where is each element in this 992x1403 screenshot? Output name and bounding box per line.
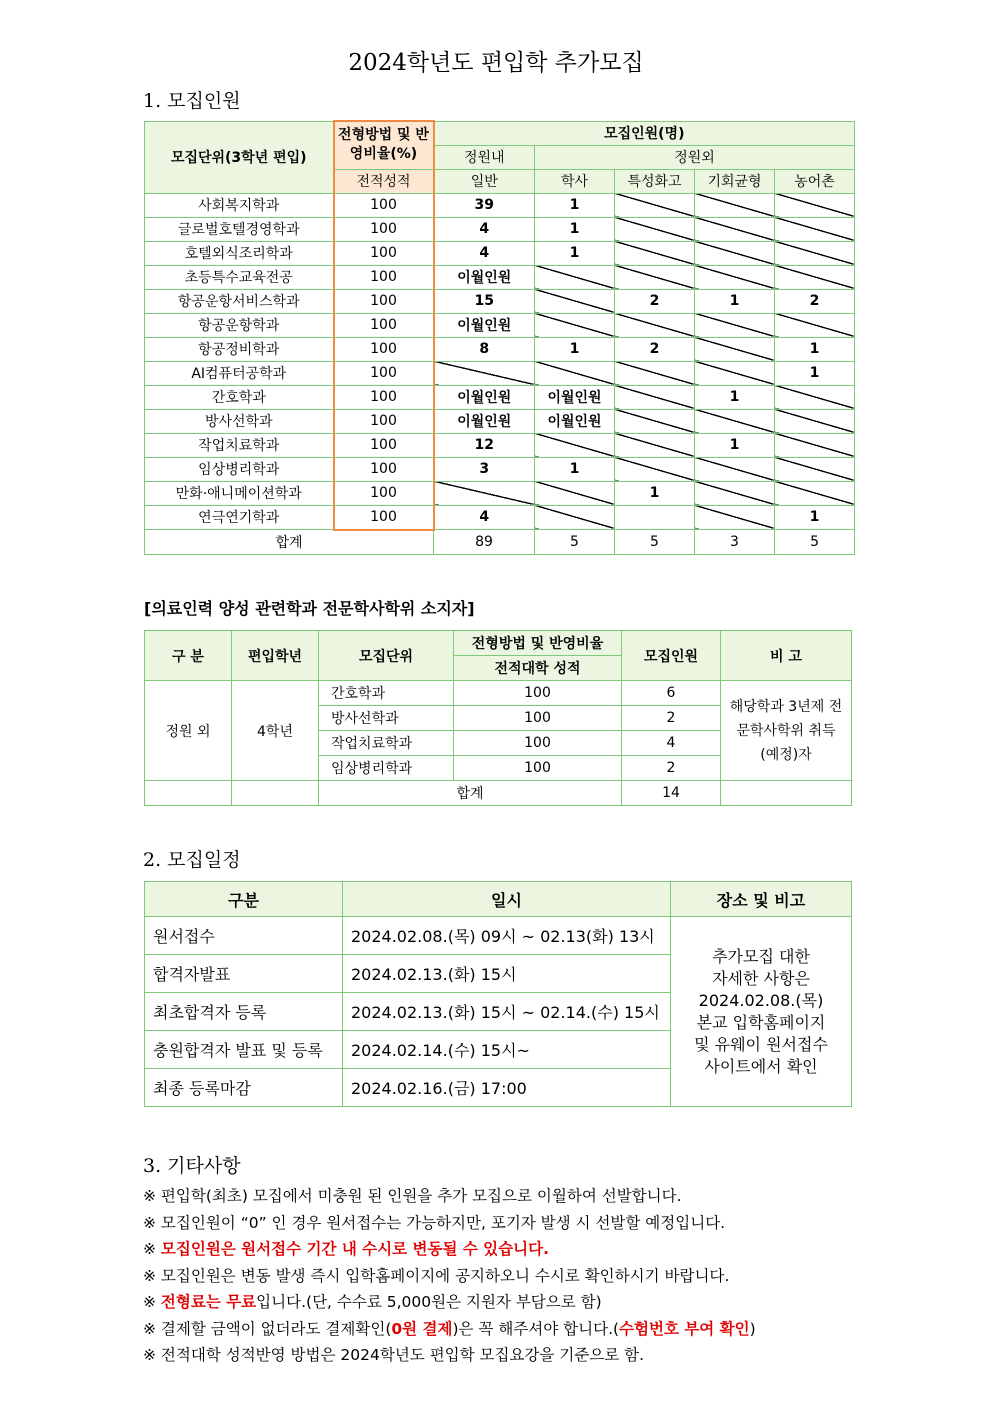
equal-empty-cell (695, 457, 775, 481)
special-cell: 2 (615, 337, 695, 361)
farm-empty-cell (775, 241, 855, 265)
score-cell: 100 (454, 681, 622, 706)
header-method: 전형방법 및 반영비율(%) (334, 121, 434, 169)
recruitment-table (144, 120, 855, 555)
general-cell: 4 (434, 217, 535, 241)
schedule-table (144, 881, 852, 1107)
farm-cell: 1 (775, 337, 855, 361)
total-count: 14 (622, 781, 721, 806)
note-item: ※ 모집인원은 변동 발생 즉시 입학홈페이지에 공지하오니 수시로 확인하시기 바랍니다. (143, 1266, 730, 1285)
schedule-date: 2024.02.14.(수) 15시~ (343, 1031, 671, 1069)
score-cell: 100 (334, 289, 434, 313)
special-empty-cell (615, 433, 695, 457)
general-cell: 39 (434, 193, 535, 217)
equal-empty-cell (695, 265, 775, 289)
table-row (145, 385, 855, 409)
dept-cell: 항공정비학과 (145, 337, 334, 361)
special-empty-cell (615, 361, 695, 385)
table-row (145, 265, 855, 289)
count-cell: 2 (622, 756, 721, 781)
unit-cell: 작업치료학과 (319, 731, 454, 756)
header-equal: 기회균형 (695, 169, 775, 193)
table-row (145, 409, 855, 433)
farm-cell: 1 (775, 361, 855, 385)
dept-cell: 방사선학과 (145, 409, 334, 433)
dept-cell: 임상병리학과 (145, 457, 334, 481)
bachelor-cell: 1 (535, 337, 615, 361)
equal-empty-cell (695, 505, 775, 530)
general-cell: 4 (434, 505, 535, 530)
header-count: 모집인원(명) (434, 121, 855, 145)
schedule-category: 최종 등록마감 (145, 1069, 343, 1107)
equal-empty-cell (695, 409, 775, 433)
table-row (145, 433, 855, 457)
bachelor-cell: 1 (535, 193, 615, 217)
dept-cell: 호텔외식조리학과 (145, 241, 334, 265)
total-general: 89 (434, 530, 535, 555)
score-cell: 100 (334, 361, 434, 385)
table-row (145, 193, 855, 217)
schedule-date: 2024.02.16.(금) 17:00 (343, 1069, 671, 1107)
medical-subtitle: [의료인력 양성 관련학과 전문학사학위 소지자] (144, 599, 475, 618)
total-bachelor: 5 (535, 530, 615, 555)
schedule-date: 2024.02.13.(화) 15시 (343, 955, 671, 993)
general-cell: 8 (434, 337, 535, 361)
header-special: 특성화고 (615, 169, 695, 193)
farm-empty-cell (775, 457, 855, 481)
score-cell: 100 (334, 193, 434, 217)
farm-empty-cell (775, 217, 855, 241)
equal-empty-cell (695, 241, 775, 265)
farm-empty-cell (775, 313, 855, 337)
unit-cell: 임상병리학과 (319, 756, 454, 781)
special-empty-cell (615, 313, 695, 337)
table-row (145, 505, 855, 530)
bachelor-empty-cell (535, 433, 615, 457)
score-cell: 100 (334, 481, 434, 505)
farm-cell: 1 (775, 505, 855, 530)
header-in-quota: 정원내 (434, 145, 535, 169)
note-cell: 해당학과 3년제 전문학사학위 취득(예정)자 (721, 681, 852, 781)
special-empty-cell (615, 265, 695, 289)
dept-cell: 항공운항서비스학과 (145, 289, 334, 313)
total-label: 합계 (319, 781, 622, 806)
note-item: ※ 편입학(최초) 모집에서 미충원 된 인원을 추가 모집으로 이월하여 선발합니다. (143, 1187, 682, 1205)
unit-cell: 방사선학과 (319, 706, 454, 731)
equal-empty-cell (695, 337, 775, 361)
bachelor-cell: 1 (535, 457, 615, 481)
header-category: 구 분 (145, 631, 232, 681)
dept-cell: 간호학과 (145, 385, 334, 409)
farm-empty-cell (775, 433, 855, 457)
header-unit: 모집단위(3학년 편입) (145, 121, 334, 193)
score-cell: 100 (334, 433, 434, 457)
year-cell: 4학년 (232, 681, 319, 781)
general-cell: 12 (434, 433, 535, 457)
general-cell: 4 (434, 241, 535, 265)
equal-empty-cell (695, 481, 775, 505)
equal-cell: 1 (695, 433, 775, 457)
note-item: ※ 모집인원이 “0” 인 경우 원서접수는 가능하지만, 포기자 발생 시 선발할 예정입니다. (143, 1213, 726, 1232)
score-cell: 100 (334, 313, 434, 337)
bachelor-cell: 1 (535, 241, 615, 265)
special-empty-cell (615, 193, 695, 217)
table-row (145, 241, 855, 265)
bachelor-empty-cell (535, 289, 615, 313)
schedule-date: 2024.02.08.(목) 09시 ~ 02.13(화) 13시 (343, 917, 671, 955)
schedule-category: 합격자발표 (145, 955, 343, 993)
table-row (145, 313, 855, 337)
table-row (145, 481, 855, 505)
section-schedule-heading: 2. 모집일정 (143, 849, 241, 871)
general-cell: 이월인원 (434, 265, 535, 289)
header-year: 편입학년 (232, 631, 319, 681)
farm-empty-cell (775, 409, 855, 433)
score-cell: 100 (334, 217, 434, 241)
dept-cell: 작업치료학과 (145, 433, 334, 457)
header-out-quota: 정원외 (535, 145, 855, 169)
special-empty-cell (615, 457, 695, 481)
score-cell: 100 (334, 505, 434, 530)
special-empty-cell (615, 241, 695, 265)
general-cell: 이월인원 (434, 313, 535, 337)
equal-empty-cell (695, 361, 775, 385)
schedule-date: 2024.02.13.(화) 15시 ~ 02.14.(수) 15시 (343, 993, 671, 1031)
bachelor-empty-cell (535, 313, 615, 337)
count-cell: 6 (622, 681, 721, 706)
header-note: 비 고 (721, 631, 852, 681)
total-label: 합계 (145, 530, 434, 555)
score-cell: 100 (454, 706, 622, 731)
note-item: ※ 결제할 금액이 없더라도 결제확인(0원 결제)은 꼭 해주셔야 합니다.(수험번호 부여 확인) (143, 1319, 756, 1338)
farm-empty-cell (775, 193, 855, 217)
general-empty-cell (434, 481, 535, 505)
equal-empty-cell (695, 313, 775, 337)
table-row (145, 457, 855, 481)
header-method-sub: 전적성적 (334, 169, 434, 193)
equal-empty-cell (695, 217, 775, 241)
general-empty-cell (434, 361, 535, 385)
page-title: 2024학년도 편입학 추가모집 (348, 50, 644, 76)
schedule-note: 추가모집 대한 자세한 사항은 2024.02.08.(목) 본교 입학홈페이지 및 유웨이 원서접수 사이트에서 확인 (671, 917, 852, 1107)
dept-cell: 만화·애니메이션학과 (145, 481, 334, 505)
total-farm: 5 (775, 530, 855, 555)
dept-cell: AI컴퓨터공학과 (145, 361, 334, 385)
category-cell: 정원 외 (145, 681, 232, 781)
note-item: ※ 전적대학 성적반영 방법은 2024학년도 편입학 모집요강을 기준으로 함. (143, 1346, 645, 1364)
special-cell (615, 505, 695, 530)
table-row (145, 361, 855, 385)
header-unit: 모집단위 (319, 631, 454, 681)
section-misc-heading: 3. 기타사항 (143, 1155, 241, 1177)
score-cell: 100 (334, 409, 434, 433)
general-cell: 3 (434, 457, 535, 481)
score-cell: 100 (334, 337, 434, 361)
dept-cell: 초등특수교육전공 (145, 265, 334, 289)
farm-cell: 2 (775, 289, 855, 313)
table-row (145, 217, 855, 241)
bachelor-cell: 1 (535, 217, 615, 241)
bachelor-empty-cell (535, 361, 615, 385)
special-cell: 1 (615, 481, 695, 505)
score-cell: 100 (334, 265, 434, 289)
bachelor-empty-cell (535, 505, 615, 530)
header-count: 모집인원 (622, 631, 721, 681)
score-cell: 100 (334, 241, 434, 265)
score-cell: 100 (454, 756, 622, 781)
special-empty-cell (615, 217, 695, 241)
special-empty-cell (615, 385, 695, 409)
dept-cell: 사회복지학과 (145, 193, 334, 217)
note-item: ※ 모집인원은 원서접수 기간 내 수시로 변동될 수 있습니다. (143, 1240, 549, 1258)
bachelor-empty-cell (535, 265, 615, 289)
header-date: 일시 (343, 882, 671, 917)
table-row (145, 337, 855, 361)
equal-cell: 1 (695, 385, 775, 409)
score-cell: 100 (334, 385, 434, 409)
notes-list (143, 1183, 756, 1369)
medical-table (144, 630, 852, 806)
dept-cell: 연극연기학과 (145, 505, 334, 530)
farm-empty-cell (775, 265, 855, 289)
header-farm: 농어촌 (775, 169, 855, 193)
schedule-category: 충원합격자 발표 및 등록 (145, 1031, 343, 1069)
general-cell: 15 (434, 289, 535, 313)
special-empty-cell (615, 409, 695, 433)
special-cell: 2 (615, 289, 695, 313)
farm-empty-cell (775, 481, 855, 505)
note-item: ※ 전형료는 무료입니다.(단, 수수료 5,000원은 지원자 부담으로 함) (143, 1293, 602, 1311)
header-bachelor: 학사 (535, 169, 615, 193)
equal-cell: 1 (695, 289, 775, 313)
header-note: 장소 및 비고 (671, 882, 852, 917)
dept-cell: 글로벌호텔경영학과 (145, 217, 334, 241)
bachelor-cell: 이월인원 (535, 385, 615, 409)
schedule-category: 최초합격자 등록 (145, 993, 343, 1031)
total-equal: 3 (695, 530, 775, 555)
schedule-category: 원서접수 (145, 917, 343, 955)
score-cell: 100 (334, 457, 434, 481)
equal-empty-cell (695, 193, 775, 217)
section-recruitment-heading: 1. 모집인원 (143, 90, 241, 112)
count-cell: 2 (622, 706, 721, 731)
total-special: 5 (615, 530, 695, 555)
count-cell: 4 (622, 731, 721, 756)
bachelor-empty-cell (535, 481, 615, 505)
header-method-sub: 전적대학 성적 (454, 656, 622, 681)
header-method: 전형방법 및 반영비율 (454, 631, 622, 656)
general-cell: 이월인원 (434, 409, 535, 433)
header-category: 구분 (145, 882, 343, 917)
table-row (145, 289, 855, 313)
dept-cell: 항공운항학과 (145, 313, 334, 337)
general-cell: 이월인원 (434, 385, 535, 409)
unit-cell: 간호학과 (319, 681, 454, 706)
bachelor-cell: 이월인원 (535, 409, 615, 433)
header-general: 일반 (434, 169, 535, 193)
score-cell: 100 (454, 731, 622, 756)
farm-empty-cell (775, 385, 855, 409)
